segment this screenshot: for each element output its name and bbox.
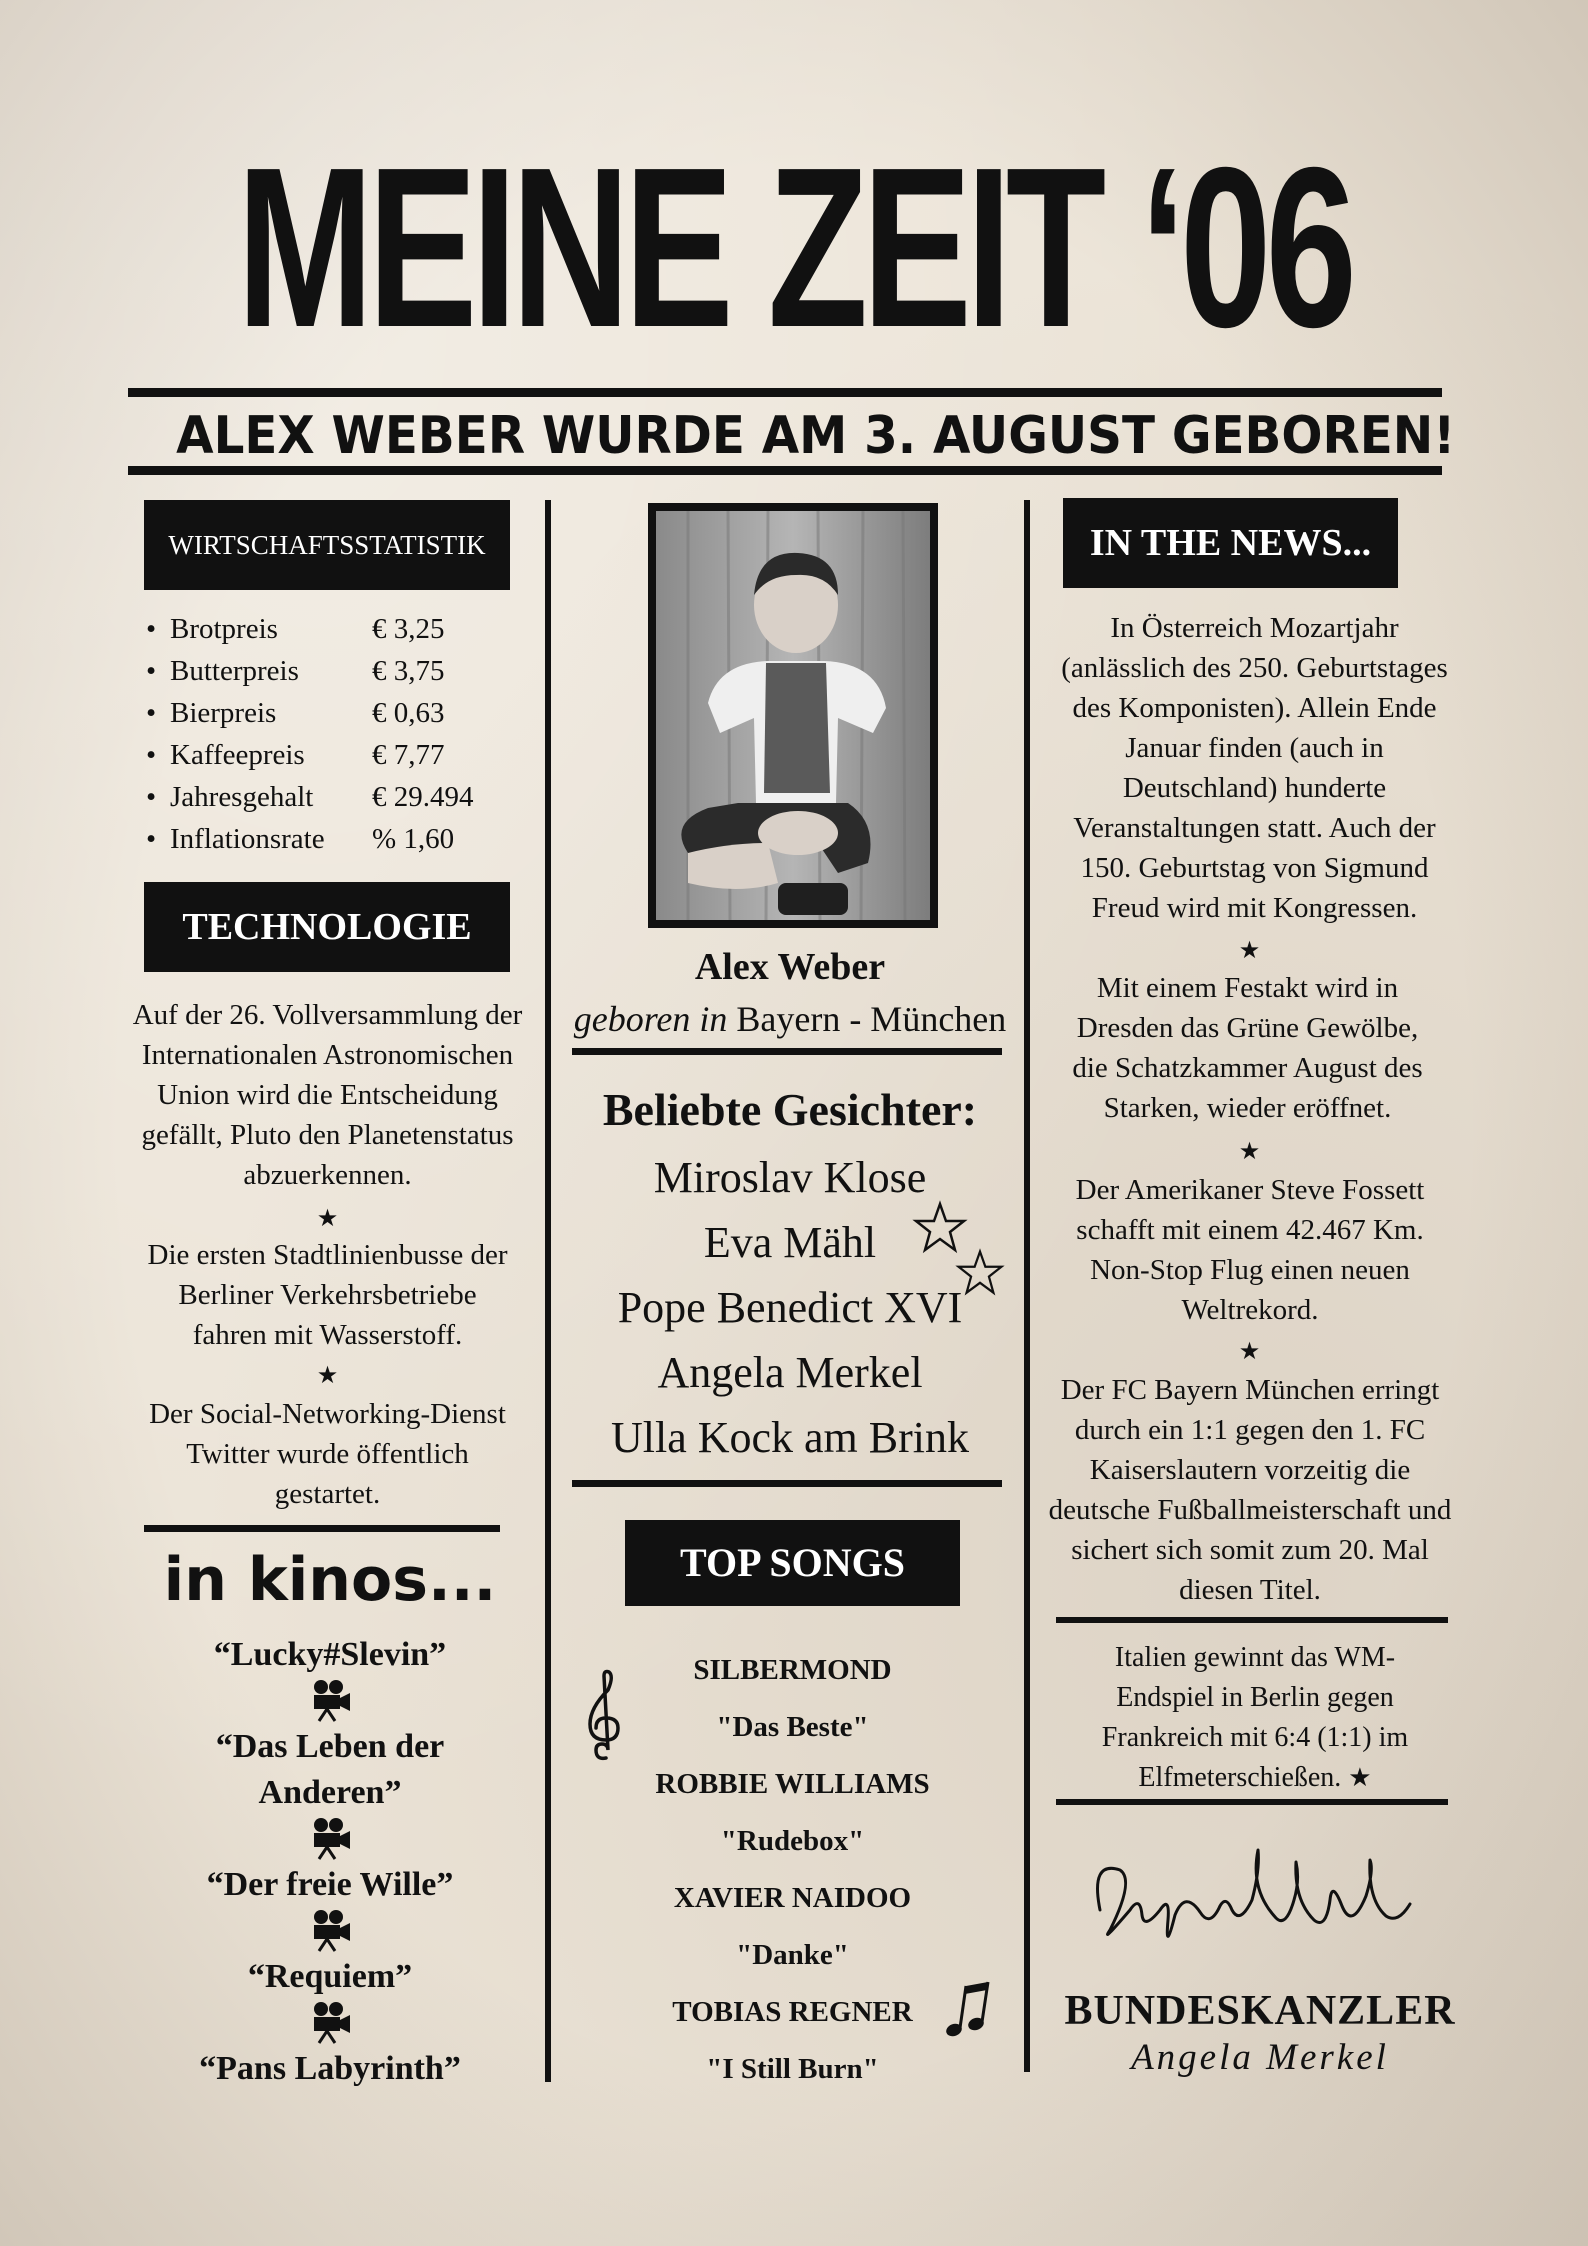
born-prefix: geboren in (573, 999, 728, 1039)
page-title: MEINE ZEIT ‘06 (236, 121, 1352, 375)
bullet-icon: • (146, 781, 157, 813)
news-heading-box (1063, 498, 1398, 588)
movie-camera-icon (130, 1908, 530, 1954)
news-rule-top (1056, 1617, 1448, 1623)
bullet-icon: • (146, 823, 157, 855)
movie-title: “Das Leben der Anderen” (215, 1728, 445, 1811)
economy-value: € 3,25 (372, 613, 445, 645)
chancellor-title: BUNDESKANZLER (1064, 1988, 1456, 2034)
list-item (146, 818, 526, 860)
column-divider-left (545, 500, 551, 2082)
born-place: Bayern - München (736, 999, 1007, 1039)
kinos-list (130, 1632, 530, 2092)
song-title: "Das Beste" (716, 1711, 869, 1743)
page-subtitle (128, 406, 1456, 466)
song-artist: ROBBIE WILLIAMS (655, 1768, 930, 1800)
star-icon: ★ (316, 1206, 339, 1232)
face-name: Miroslav Klose (653, 1153, 927, 1202)
news-paragraph: Mit einem Festakt wird in Dresden das Grüne Gewölbe, die Schatzkammer August des Starken, wieder eröffnet. (1072, 972, 1423, 1124)
songs-heading: TOP SONGS (680, 1540, 905, 1585)
song-title: "Danke" (736, 1939, 849, 1971)
baby-photo (648, 503, 938, 928)
wm-news-text: Italien gewinnt das WM-Endspiel in Berlin gegen Frankreich mit 6:4 (1:1) im Elfmeterschießen. (1101, 1642, 1409, 1793)
star-icon: ★ (1238, 1339, 1261, 1365)
economy-value: % 1,60 (372, 823, 455, 855)
list-item (146, 692, 526, 734)
chancellor-signature (1080, 1840, 1440, 1960)
face-name: Ulla Kock am Brink (610, 1413, 970, 1462)
economy-value: € 29.494 (372, 781, 474, 813)
economy-label: Jahresgehalt (170, 781, 314, 813)
bullet-icon: • (146, 697, 157, 729)
economy-label: Inflationsrate (170, 823, 325, 855)
faces-heading: Beliebte Gesichter: (602, 1084, 978, 1135)
economy-heading: WIRTSCHAFTSSTATISTIK (168, 530, 486, 560)
technology-heading-box (144, 882, 510, 972)
news-paragraph: Der Amerikaner Steve Fossett schafft mit einem 42.467 Km. Non-Stop Flug einen neuen Weltrekord. (1075, 1174, 1425, 1326)
chancellor-name: Angela Merkel (1131, 2037, 1389, 2078)
news-paragraph: In Österreich Mozartjahr (anlässlich des 250. Geburtstages des Komponisten). Allein Ende Januar finden (auch in Deutschland) hunderte Veranstaltungen statt. Auch der 150. Geburtstag von Sigmund Freud wird mit Kongressen. (1061, 612, 1448, 924)
star-icon: ★ (316, 1363, 339, 1389)
songs-list (600, 1642, 985, 2098)
economy-label: Kaffeepreis (170, 739, 305, 771)
news-paragraph: Der FC Bayern München erringt durch ein 1:1 gegen den 1. FC Kaiserslautern vorzeitig die deutsche Fußballmeisterschaft und sichert sich somit zum 20. Mal diesen Titel. (1048, 1374, 1452, 1606)
star-icon: ★ (1348, 1763, 1372, 1792)
center-rule-top (572, 1048, 1002, 1055)
songs-heading-box (625, 1520, 960, 1606)
technology-heading: TECHNOLOGIE (182, 906, 472, 948)
bullet-icon: • (146, 655, 157, 687)
movie-title: “Requiem” (247, 1958, 413, 1995)
song-artist: TOBIAS REGNER (672, 1996, 913, 2028)
person-name: Alex Weber (694, 946, 886, 988)
movie-camera-icon (130, 1816, 530, 1862)
news-heading: IN THE NEWS... (1089, 522, 1372, 564)
bullet-icon: • (146, 739, 157, 771)
faces-list (565, 1145, 1015, 1470)
economy-heading-box (144, 500, 510, 590)
music-note-icon (942, 1980, 994, 2042)
economy-value: € 0,63 (372, 697, 445, 729)
header-rule-bottom (128, 466, 1442, 475)
list-item (146, 650, 526, 692)
song-artist: SILBERMOND (693, 1654, 892, 1686)
economy-value: € 3,75 (372, 655, 445, 687)
movie-title: “Pans Labyrinth” (199, 2050, 461, 2087)
technology-paragraph: Auf der 26. Vollversammlung der Internationalen Astronomischen Union wird die Entscheidung gefällt, Pluto den Planetenstatus abzuerkennen. (132, 999, 523, 1191)
subtitle-text: ALEX WEBER WURDE AM 3. AUGUST GEBOREN! (176, 406, 1456, 466)
face-name: Pope Benedict XVI (617, 1283, 963, 1332)
kinos-rule (144, 1525, 500, 1532)
movie-camera-icon (130, 2000, 530, 2046)
face-name: Eva Mähl (703, 1218, 877, 1267)
technology-paragraph: Der Social-Networking-Dienst Twitter wurde öffentlich gestartet. (149, 1398, 506, 1510)
list-item (146, 734, 526, 776)
kinos-heading: in kinos... (163, 1545, 497, 1615)
economy-value: € 7,77 (372, 739, 445, 771)
star-outline-icon (955, 1248, 1005, 1298)
news-rule-bottom (1056, 1799, 1448, 1805)
economy-label: Butterpreis (170, 655, 299, 687)
bullet-icon: • (146, 613, 157, 645)
song-artist: XAVIER NAIDOO (673, 1882, 912, 1914)
person-born (560, 994, 1020, 1044)
star-icon: ★ (1238, 1139, 1261, 1165)
face-name: Angela Merkel (657, 1348, 923, 1397)
song-title: "I Still Burn" (706, 2053, 879, 2085)
list-item (146, 776, 526, 818)
header-rule-top (128, 388, 1442, 397)
center-rule-bottom (572, 1480, 1002, 1487)
movie-camera-icon (130, 1678, 530, 1724)
economy-list (146, 608, 526, 860)
wm-news (1070, 1638, 1440, 1798)
economy-label: Brotpreis (170, 613, 278, 645)
song-title: "Rudebox" (720, 1825, 865, 1857)
movie-title: “Der freie Wille” (206, 1866, 454, 1903)
movie-title: “Lucky#Slevin” (213, 1636, 447, 1673)
star-icon: ★ (1238, 938, 1261, 964)
technology-paragraph: Die ersten Stadtlinienbusse der Berliner Verkehrsbetriebe fahren mit Wasserstoff. (147, 1239, 508, 1351)
economy-label: Bierpreis (170, 697, 277, 729)
column-divider-right (1024, 500, 1030, 2072)
list-item (146, 608, 526, 650)
